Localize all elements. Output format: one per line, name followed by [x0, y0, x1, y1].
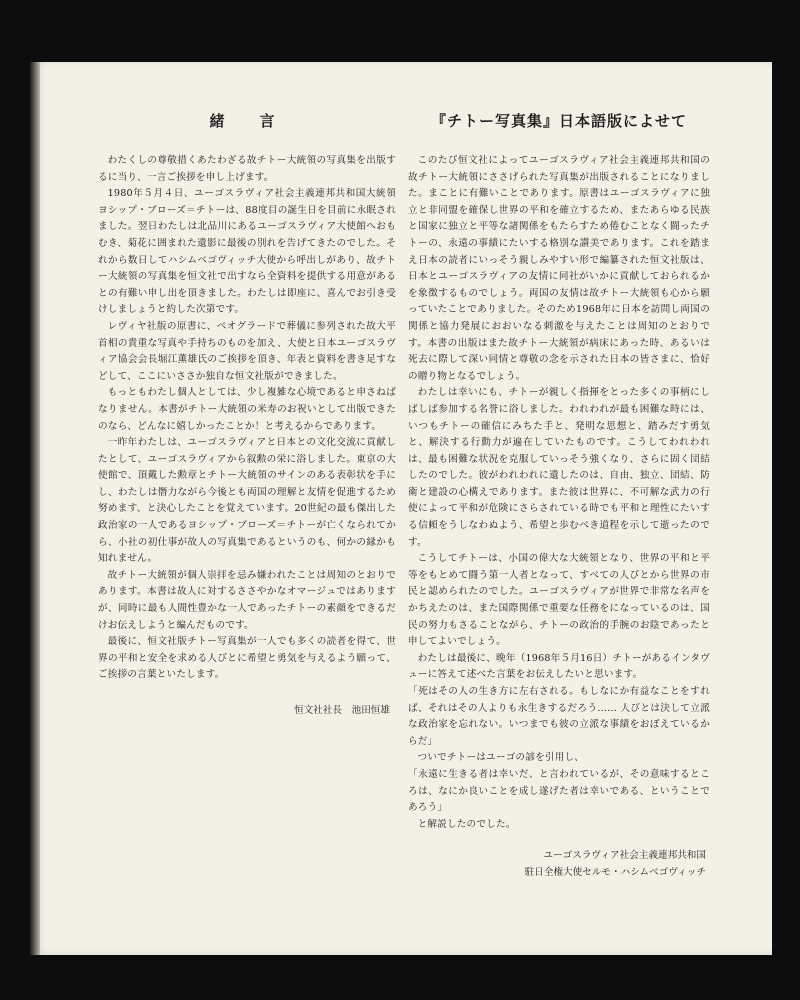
tito-quote: 「死はその人の生き方に左右される。もしなにか有益なことをすれば、それはその人よりも永生きするだろう…… 人びとは決して立派な政治家を忘れない。いつまでも彼の立派な事績をおぼえているからだ」 — [408, 686, 710, 747]
signature-org: ユーゴスラヴィア社会主義連邦共和国 — [543, 850, 706, 862]
foreword-signature — [408, 847, 710, 881]
preface-title: 緒 言 — [209, 112, 285, 130]
page-gutter-shadow — [30, 62, 40, 955]
foreword-paragraph: ついでチトーはユーゴの諺を引用し、 — [417, 752, 585, 764]
book-page — [30, 62, 772, 955]
signature-name: 駐日全権大使セルモ・ハシムベゴヴィッチ — [524, 867, 706, 879]
foreword-column — [408, 110, 710, 881]
foreword-paragraph: わたしは最後に、晩年（1968年５月16日）チトーがあるインタヴューに答えて述べた言葉をお伝えしたいと思います。 — [408, 652, 710, 681]
preface-paragraph: 一昨年わたしは、ユーゴスラヴィアと日本との文化交流に貢献したとして、ユーゴスラヴィアから叙勲の栄に浴しました。東京の大使館で、頂戴した勲章とチトー大統領のサインのある表彰状を手にし、わたしは僭力ながら今後とも両国の理解と友情を促進するため努めます、と決心したことを覚えています。20世紀の最も傑出した政治家の一人であるヨシップ・ブローズ＝チトーが亡くなられてから、小社の初仕事が故人の写真集であるというのも、何かの縁かも知れません。 — [98, 437, 396, 565]
preface-paragraph: わたくしの尊敬措くあたわざる故チトー大統領の写真集を出版するに当り、一言ご挨拶を申し上げます。 — [98, 155, 396, 183]
foreword-paragraph: このたび恒文社によってユーゴスラヴィア社会主義連邦共和国の故チトー大統領にささげられた写真集が出版されることになりました。まことに有難いことであります。原書はユーゴスラヴィアに独立と非同盟を確保し世界の平和を確立するため、またあらゆる民族と国家に独立と平等な諸関係をもたらすため倦むことなく闘ったチトーの、永遠の事績にたいする格別な讃美であります。これを踏まえ日本の読者にいっそう親しみやすい形で編纂された恒文社版は、日本とユーゴスラヴィアの友情に同社がいかに貢献しておられるかを象徴するものでしょう。両国の友情は故チトー大統領も心から願っていたことでありました。そのため1968年に日本を訪問し両国の関係と協力発展におおいなる刺激を与えたことは周知のとおりです。本書の出版はまた故チトー大統領が病床にあった時、あるいは死去に際して深い同情と尊敬の念を示された日本の皆さまに、恰好の贈り物となるでしょう。 — [408, 155, 710, 382]
preface-paragraph: 1980年５月４日、ユーゴスラヴィア社会主義連邦共和国大統領ヨシップ・ブローズ＝チトーは、88度目の誕生日を目前に永眠されました。翌日わたしは北品川にあるユーゴスラヴィア大使館へおもむき、菊花に囲まれた遺影に最後の別れを告げてきたのでした。それから数日してハシムベゴヴィッチ大使から呼出しがあり、故チトー大統領の写真集を恒文社で出すなら全資料を提供する用意があるとの有難い申し出を頂きました。わたしは即座に、喜んでお引き受けしましょうと約した次第です。 — [98, 188, 396, 316]
preface-paragraph: レヴィヤ社版の原書に、ベオグラードで葬儀に参列された故大平首相の貴重な写真や手持ちのものを加え、大使と日本ユーゴスラヴィア協会会長堀江薫雄氏のご挨拶を頂き、年表と資料を書き足すなどして、ここにいささか独自な恒文社版ができました。 — [98, 320, 396, 382]
foreword-title: 『チトー写真集』日本語版によせて — [430, 112, 687, 130]
preface-paragraph: 最後に、恒文社版チトー写真集が一人でも多くの読者を得て、世界の平和と安全を求める人びとに希望と勇気を与えるよう願って、ご挨拶の言葉といたします。 — [98, 636, 396, 681]
foreword-paragraph: と解説したのでした。 — [417, 818, 516, 830]
preface-paragraph: もっともわたし個人としては、少し複雑な心境であると申さねばなりません。本書がチトー大統領の米寿のお祝いとして出版できたのなら、どんなに嬉しかったことか！と考えるからであります。 — [98, 387, 396, 432]
foreword-paragraph: こうしてチトーは、小国の偉大な大統領となり、世界の平和と平等をもとめて闘う第一人者となって、すべての人びとから世界の市民と認められたのでした。ユーゴスラヴィアが世界で非常な名声をかちえたのは、また国際関係で重要な任務をになっているのは、国民の努力もさることながら、チトーの政治的手腕のお陰であったと申してよいでしょう。 — [408, 553, 710, 648]
preface-paragraph: 故チトー大統領が個人崇拝を忌み嫌われたことは周知のとおりであります。本書は故人に対するささやかなオマージュではありますが、同時に最も人間性豊かな一人であったチトーの素顔をできるだけお伝えしようと編んだものです。 — [98, 569, 396, 631]
preface-signature: 恒文社社長 池田恒雄 — [294, 705, 390, 716]
preface-column — [98, 110, 396, 716]
foreword-paragraph: わたしは幸いにも、チトーが親しく指揮をとった多くの事柄にしばしば参加する名誉に浴しました。われわれが最も困難な時には、いつもチトーの確信にみちた手と、発明な思想と、踏みだす勇気と、解決する行動力が遍在していたものです。こうしてわれわれは、最も困難な状況を克服していっそう強くなり、さらに固く団結したのでした。彼がわれわれに遺したのは、自由、独立、団結、防衛と建設の心構えであります。また彼は世界に、不可解な武力の行使によって平和が危険にさらされている時でも平和と理性にたいする信頼をうしなわぬよう、希望と歩むべき道程を示して逝ったのです。 — [408, 387, 710, 548]
proverb-quote: 「永遠に生きる者は幸いだ、と言われているが、その意味するところは、なにか良いことを成し遂げた者は幸いである、ということであろう」 — [408, 768, 710, 814]
